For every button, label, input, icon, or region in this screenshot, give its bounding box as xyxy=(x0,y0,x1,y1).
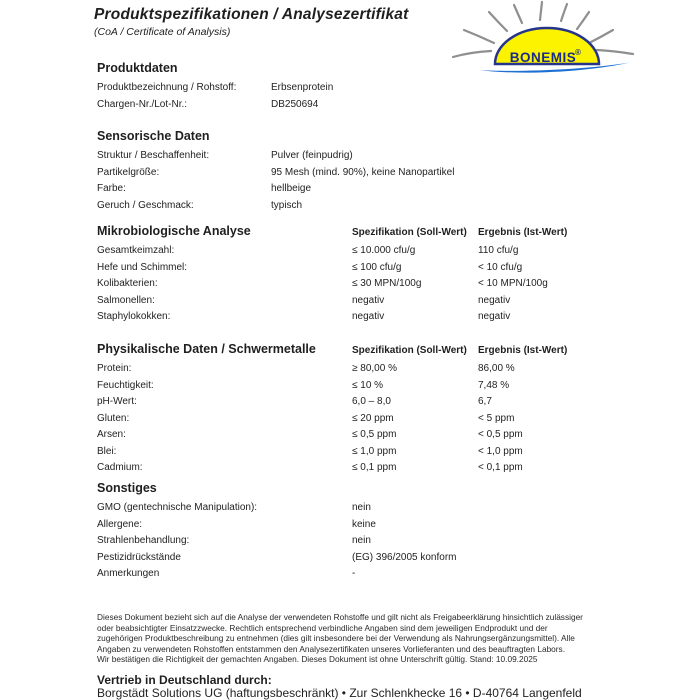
row-spec-value: ≤ 30 MPN/100g xyxy=(352,278,422,289)
section-sonstiges xyxy=(97,480,640,583)
disclaimer-line: Wir bestätigen die Richtigkeit der gemachten Angaben. Dieses Dokument ist ohne Unterschrift gültig. Stand: 10.09.2025 xyxy=(97,654,538,665)
row-result-value: 6,7 xyxy=(478,396,492,407)
spec-row xyxy=(97,309,640,326)
row-spec-value: ≤ 100 cfu/g xyxy=(352,261,402,273)
section-physikalische-daten xyxy=(97,341,640,477)
row-result-value: < 1,0 ppm xyxy=(478,445,523,457)
spec-row xyxy=(97,148,640,165)
column-header-spec: Spezifikation (Soll-Wert) xyxy=(352,227,467,238)
disclaimer-line: zugehörigen Produktbeschreibung zu entnehmen (dies gilt insbesondere bei der Verwendung als Nahrungsergänzungsmittel). Alle xyxy=(97,633,575,644)
row-value: Erbsenprotein xyxy=(271,82,334,93)
row-value: nein xyxy=(352,535,371,546)
row-label: Salmonellen: xyxy=(97,294,155,306)
row-label: Anmerkungen xyxy=(97,568,160,579)
spec-row xyxy=(97,550,640,567)
disclaimer-line: Angaben zu verwendeten Rohstoffen entstammen den Analysezertifikaten unseres Vorlieferanten und des beauftragten Labors. xyxy=(97,643,566,654)
row-value: - xyxy=(352,568,356,579)
row-label: Kolibakterien: xyxy=(97,278,158,289)
spec-row xyxy=(97,517,640,534)
row-label: Farbe: xyxy=(97,183,126,194)
row-result-value: < 0,5 ppm xyxy=(478,429,523,440)
section-heading: Sonstiges xyxy=(97,481,157,495)
spec-row xyxy=(97,460,640,477)
row-label: Feuchtigkeit: xyxy=(97,379,154,391)
spec-row xyxy=(97,97,640,114)
row-spec-value: ≤ 20 ppm xyxy=(352,412,394,424)
row-spec-value: ≤ 10.000 cfu/g xyxy=(352,245,416,256)
row-value: typisch xyxy=(271,199,303,211)
row-label: Arsen: xyxy=(97,429,126,440)
column-header-result: Ergebnis (Ist-Wert) xyxy=(478,227,568,238)
row-label: Strahlenbehandlung: xyxy=(97,535,190,546)
row-label: Gesamtkeimzahl: xyxy=(97,245,175,256)
row-label: GMO (gentechnische Manipulation): xyxy=(97,502,258,513)
spec-row xyxy=(97,566,640,583)
section-heading: Physikalische Daten / Schwermetalle xyxy=(97,342,316,356)
section-heading: Produktdaten xyxy=(97,61,178,75)
distribution-heading: Vertrieb in Deutschland durch: xyxy=(97,673,272,687)
row-label: Cadmium: xyxy=(97,462,143,473)
row-spec-value: 6,0 – 8,0 xyxy=(352,396,391,407)
spec-row xyxy=(97,243,640,260)
row-label: Chargen-Nr./Lot-Nr.: xyxy=(97,98,188,110)
row-result-value: 86,00 % xyxy=(478,363,515,374)
spec-row xyxy=(97,394,640,411)
row-label: Gluten: xyxy=(97,412,130,424)
row-spec-value: negativ xyxy=(352,294,385,306)
document-subtitle: (CoA / Certificate of Analysis) xyxy=(94,26,231,38)
row-value: nein xyxy=(352,502,371,513)
disclaimer-text xyxy=(97,612,583,665)
spec-row xyxy=(97,444,640,461)
column-header-spec: Spezifikation (Soll-Wert) xyxy=(352,345,467,356)
spec-row xyxy=(97,427,640,444)
document-header xyxy=(94,5,408,40)
row-result-value: < 5 ppm xyxy=(478,412,515,424)
section-mikrobiologische-analyse xyxy=(97,223,640,326)
row-value: 95 Mesh (mind. 90%), keine Nanopartikel xyxy=(271,166,455,178)
row-label: Pestizidrückstände xyxy=(97,551,181,563)
spec-row xyxy=(97,165,640,182)
row-spec-value: ≤ 0,1 ppm xyxy=(352,462,397,473)
row-label: Struktur / Beschaffenheit: xyxy=(97,150,210,161)
row-result-value: 7,48 % xyxy=(478,379,510,391)
section-header-row xyxy=(97,223,640,240)
logo-brand-text: BONEMIS xyxy=(509,50,577,65)
spec-row xyxy=(97,276,640,293)
disclaimer-line: oder beabsichtigter Einsatzzwecke. Rechtlich entsprechend verbindliche Angaben sind dem jeweiligen Endprodukt und der xyxy=(97,622,548,633)
spec-row xyxy=(97,361,640,378)
row-spec-value: negativ xyxy=(352,311,385,322)
row-label: Staphylokokken: xyxy=(97,311,171,322)
row-label: Hefe und Schimmel: xyxy=(97,261,188,273)
row-label: Partikelgröße: xyxy=(97,166,160,178)
section-heading: Mikrobiologische Analyse xyxy=(97,224,251,238)
row-result-value: negativ xyxy=(478,294,511,306)
row-label: Geruch / Geschmack: xyxy=(97,199,194,211)
row-value: keine xyxy=(352,518,376,530)
row-label: Blei: xyxy=(97,445,117,457)
spec-row xyxy=(97,500,640,517)
spec-row xyxy=(97,198,640,215)
disclaimer-line: Dieses Dokument bezieht sich auf die Analyse der verwendeten Rohstoffe und gilt nicht als Freigabeerklärung hinsichtlich zulässiger xyxy=(97,612,583,622)
distribution-block xyxy=(97,674,582,700)
row-value: DB250694 xyxy=(271,98,319,110)
row-value: Pulver (feinpudrig) xyxy=(271,150,353,161)
row-result-value: < 0,1 ppm xyxy=(478,462,523,473)
spec-row xyxy=(97,181,640,198)
document-title: Produktspezifikationen / Analysezertifikat xyxy=(94,6,409,23)
row-spec-value: ≤ 1,0 ppm xyxy=(352,445,397,457)
row-result-value: negativ xyxy=(478,311,511,322)
section-sensorische-daten xyxy=(97,128,640,214)
column-header-result: Ergebnis (Ist-Wert) xyxy=(478,345,568,356)
spec-row xyxy=(97,80,640,97)
spec-row xyxy=(97,260,640,277)
spec-row xyxy=(97,533,640,550)
row-label: pH-Wert: xyxy=(97,396,137,407)
row-result-value: < 10 MPN/100g xyxy=(478,278,548,289)
section-produktdaten xyxy=(97,60,640,113)
row-label: Allergene: xyxy=(97,518,143,530)
row-result-value: 110 cfu/g xyxy=(478,245,519,256)
spec-row xyxy=(97,293,640,310)
row-label: Protein: xyxy=(97,363,132,374)
row-spec-value: ≤ 0,5 ppm xyxy=(352,429,397,440)
section-header-row xyxy=(97,341,640,358)
logo-registered-mark: ® xyxy=(575,48,581,57)
spec-row xyxy=(97,378,640,395)
section-heading: Sensorische Daten xyxy=(97,129,210,143)
row-result-value: < 10 cfu/g xyxy=(478,261,523,273)
spec-row xyxy=(97,411,640,428)
row-spec-value: ≤ 10 % xyxy=(352,379,384,391)
row-value: hellbeige xyxy=(271,183,312,194)
distribution-address: Borgstädt Solutions UG (haftungsbeschränkt) • Zur Schlenkhecke 16 • D-40764 Langenfeld xyxy=(97,686,582,700)
row-spec-value: ≥ 80,00 % xyxy=(352,363,397,374)
row-value: (EG) 396/2005 konform xyxy=(352,551,457,563)
row-label: Produktbezeichnung / Rohstoff: xyxy=(97,82,237,93)
